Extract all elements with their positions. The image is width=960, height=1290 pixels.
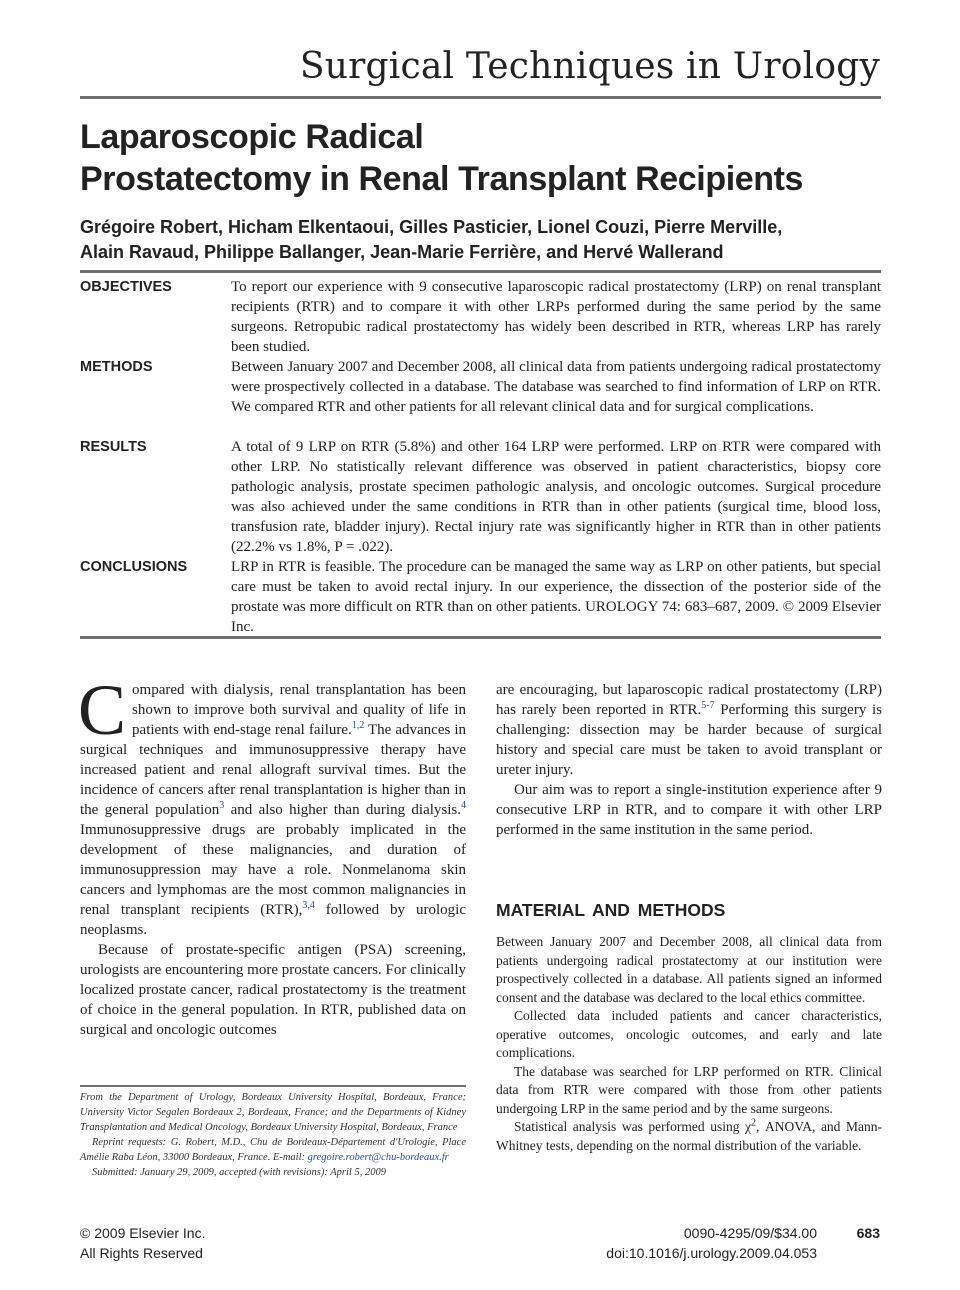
intro-paragraph-3: are encouraging, but laparoscopic radical prostatectomy (LRP) has rarely been reported in RTR.$^{5-7}$ Performing this surgery is challenging: dissection may be harder because of surgical history and special care must be taken to avoid transplant or ureter injury. bbox=[496, 682, 882, 778]
submission-note: Submitted: January 29, 2009, accepted (with revisions): April 5, 2009 bbox=[92, 1167, 386, 1178]
section-header: Surgical Techniques in Urology bbox=[299, 46, 880, 87]
intro-paragraph-2: Because of prostate-specific antigen (PSA) screening, urologists are encountering more prostate cancers. For clinically localized prostate cancer, radical prostatectomy is the treatment of choice in the general population. In RTR, published data on surgical and oncologic outcomes bbox=[80, 942, 466, 1038]
footnote-rule bbox=[80, 1085, 466, 1087]
authors-line-2: Alain Ravaud, Philippe Ballanger, Jean-Marie Ferrière, and Hervé Wallerand bbox=[80, 242, 724, 262]
body-column-right bbox=[496, 680, 882, 840]
methods-column bbox=[496, 933, 882, 1155]
abstract-text: Between January 2007 and December 2008, all clinical data from patients undergoing radical prostatectomy were prospectively collected in a database. The database was searched to find information of LRP on RTR. We compared RTR and other patients for all relevant clinical data and for surgical complications. bbox=[231, 359, 881, 415]
article-title bbox=[80, 116, 880, 200]
footer-identifiers bbox=[606, 1223, 817, 1263]
title-line-1: Laparoscopic Radical bbox=[80, 118, 424, 156]
abstract-label: METHODS bbox=[80, 359, 153, 375]
abstract-text: LRP in RTR is feasible. The procedure can be managed the same way as LRP on other patients, but special care must be taken to avoid rectal injury. In our experience, the dissection of the posterior side of the prostate was more difficult on RTR than on other patients. UROLOGY 74: 683–687, 2009. © 2009 Elsevier Inc. bbox=[231, 559, 881, 635]
abstract-label: CONCLUSIONS bbox=[80, 559, 188, 575]
page-number: 683 bbox=[856, 1225, 880, 1241]
email-link[interactable]: gregoire.robert@chu-bordeaux.fr bbox=[307, 1152, 449, 1163]
citation[interactable]: 5-7 bbox=[701, 700, 715, 711]
methods-paragraph-4: Statistical analysis was performed using $\chi^2$, ANOVA, and Mann-Whitney tests, depending on the normal distribution of the variable. bbox=[496, 1117, 882, 1153]
abstract-label: OBJECTIVES bbox=[80, 279, 172, 295]
citation[interactable]: 4 bbox=[461, 800, 467, 811]
abstract-label: RESULTS bbox=[80, 439, 147, 455]
citation[interactable]: 3,4 bbox=[302, 900, 315, 911]
abstract-text: To report our experience with 9 consecutive laparoscopic radical prostatectomy (LRP) on renal transplant recipients (RTR) and to compare it with other LRPs performed during the same period by the same surgeons. Retropubic radical prostatectomy has widely been described in RTR, whereas LRP has rarely been studied. bbox=[231, 279, 881, 355]
section-heading-methods: MATERIAL AND METHODS bbox=[496, 900, 726, 920]
citation[interactable]: 3 bbox=[219, 800, 225, 811]
doi[interactable]: doi:10.1016/j.urology.2009.04.053 bbox=[606, 1245, 817, 1261]
body-column-left bbox=[78, 670, 467, 1040]
abstract-text: A total of 9 LRP on RTR (5.8%) and other 164 LRP were performed. LRP on RTR were compared with other LRP. No statistically relevant difference was observed in patient characteristics, biopsy core pathologic analysis, prostate specimen pathologic analysis, and oncologic outcomes. Surgical procedure was also achieved under the same conditions in RTR than in other patients (surgical time, blood loss, transfusion rate, bladder injury). Rectal injury rate was significantly higher in RTR than in other patients (22.2% vs 1.8%, P = .022). bbox=[231, 439, 881, 555]
affiliation-note: From the Department of Urology, Bordeaux University Hospital, Bordeaux, France; University Victor Segalen Bordeaux 2, Bordeaux, France; and the Departments of Kidney Transplantation and Medical Oncology, Bordeaux University Hospital, Bordeaux, France bbox=[80, 1092, 466, 1133]
intro-paragraph-4: Our aim was to report a single-institution experience after 9 consecutive LRP in RTR, and to compare it with other LRP performed in the same institution in the same period. bbox=[496, 782, 882, 838]
methods-paragraph-3: The database was searched for LRP performed on RTR. Clinical data from RTR were compared with those from other patients undergoing LRP in the same period and by the same surgeons. bbox=[496, 1063, 882, 1116]
citation[interactable]: 1,2 bbox=[351, 720, 365, 731]
author-list bbox=[80, 215, 880, 265]
header-rule bbox=[80, 96, 881, 99]
reprint-note: Reprint requests: G. Robert, M.D., Chu de Bordeaux-Département d'Urologie, Place Amélie Raba Léon, 33000 Bordeaux, France. E-mail: gregoire.robert@chu-bordeaux.fr bbox=[80, 1137, 466, 1163]
methods-paragraph-2: Collected data included patients and cancer characteristics, operative outcomes, oncologic outcomes, and early and late complications. bbox=[496, 1008, 882, 1060]
footer-copyright: © 2009 Elsevier Inc. All Rights Reserved bbox=[80, 1225, 206, 1261]
drop-cap: C bbox=[78, 670, 127, 750]
footnotes bbox=[80, 1090, 466, 1180]
intro-paragraph-1: Compared with dialysis, renal transplantation has been shown to improve both survival and quality of life in patients with end-stage renal failure.$^{1,2}$ The advances in surgical techniques and immunosuppressive therapy have increased patient and renal allograft survival times. But the incidence of cancers after renal transplantation is higher than in the general population$^3$ and also higher than during dialysis.$^4$ Immunosuppressive drugs are probably implicated in the development of these malignancies, and duration of immunosuppression may have a role. Nonmelanoma skin cancers and lymphomas are the most common malignancies in renal transplant recipients (RTR),$^{3,4}$ followed by urologic neoplasms. bbox=[78, 670, 467, 938]
issn: 0090-4295/09/$34.00 bbox=[683, 1225, 817, 1241]
title-line-2: Prostatectomy in Renal Transplant Recipients bbox=[80, 160, 804, 198]
abstract-top-rule bbox=[80, 270, 881, 273]
abstract-bottom-rule bbox=[80, 636, 881, 639]
authors-line-1: Grégoire Robert, Hicham Elkentaoui, Gilles Pasticier, Lionel Couzi, Pierre Merville, bbox=[80, 217, 783, 237]
methods-paragraph-1: Between January 2007 and December 2008, all clinical data from patients undergoing radical prostatectomy at our institution were prospectively collected in a database. All patients signed an informed consent and the database was declared to the local ethics committee. bbox=[496, 934, 882, 1005]
